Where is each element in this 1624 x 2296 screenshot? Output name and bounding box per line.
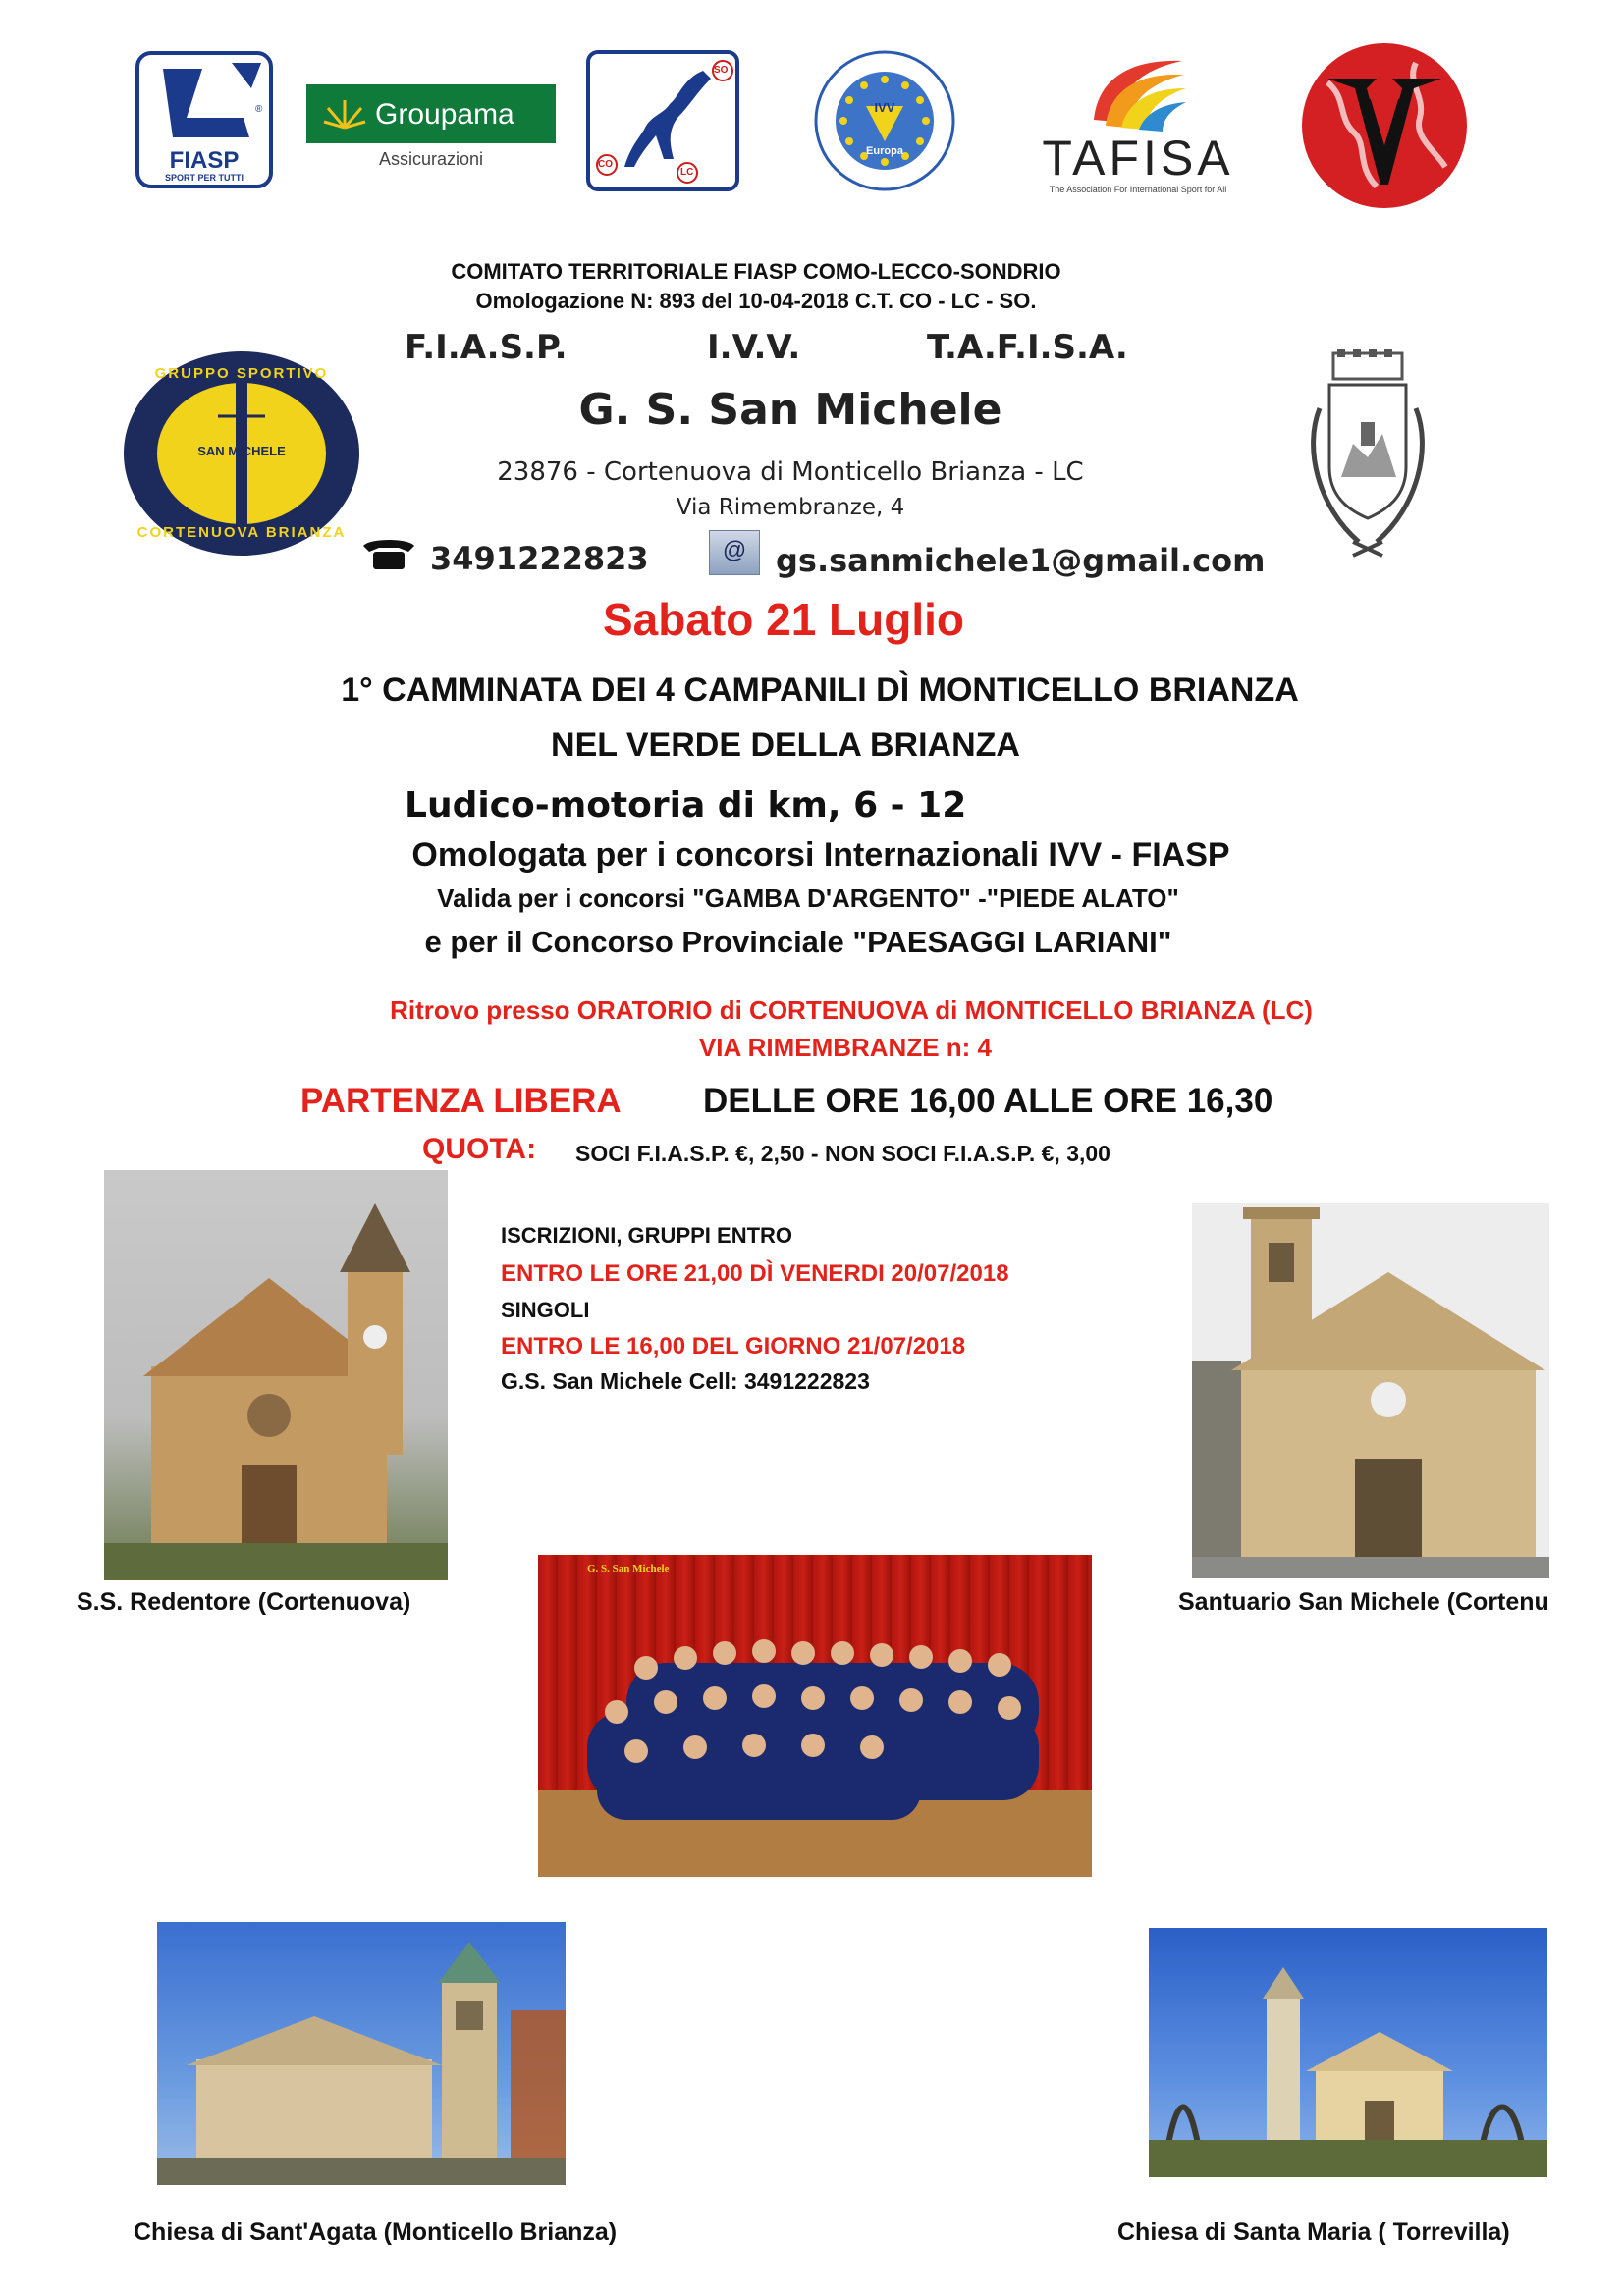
fiasp-logo-subtext: SPORT PER TUTTI [164,173,244,183]
start-label: PARTENZA LIBERA [300,1082,622,1120]
event-title-1: 1° CAMMINATA DEI 4 CAMPANILI DÌ MONTICELLO BRIANZA [341,671,1299,709]
org-fiasp: F.I.A.S.P. [405,328,568,367]
caption-santamaria: Chiesa di Santa Maria ( Torrevilla) [1117,2218,1510,2246]
reg-singles-label: SINGOLI [501,1298,590,1322]
ivv-europa-center: IVV [874,100,895,115]
groupama-name: Groupama [375,98,514,131]
meeting-point-2: VIA RIMEMBRANZE n: 4 [698,1033,993,1062]
caption-santuario: Santuario San Michele (Cortenu [1178,1588,1549,1616]
photo-redentore [104,1170,448,1580]
quota-text: SOCI F.I.A.S.P. €, 2,50 - NON SOCI F.I.A.S.P. €, 3,00 [575,1141,1110,1166]
event-distance: Ludico-motoria di km, 6 - 12 [405,785,967,826]
email-icon: @ [709,530,760,575]
club-email: gs.sanmichele1@gmail.com [776,542,1266,579]
meeting-point-1: Ritrovo presso ORATORIO di CORTENUOVA di MONTICELLO BRIANZA (LC) [390,995,1313,1025]
committee-line-2: Omologazione N: 893 del 10-04-2018 C.T. CO - LC - SO. [475,289,1037,313]
event-valid: Valida per i concorsi "GAMBA D'ARGENTO" -"PIEDE ALATO" [437,883,1179,913]
photo-santuario [1192,1203,1549,1578]
map-label-lc: LC [680,167,694,178]
group-photo-banner: G. S. San Michele [587,1563,670,1575]
reg-singles-deadline: ENTRO LE 16,00 DEL GIORNO 21/07/2018 [501,1333,966,1360]
photo-santamaria [1149,1928,1547,2177]
quota-label: QUOTA: [422,1133,537,1165]
map-label-co: CO [598,159,613,170]
caption-santagata: Chiesa di Sant'Agata (Monticello Brianza) [134,2218,618,2246]
ivv-europa-sub: Europa [866,145,903,157]
map-label-so: SO [714,65,729,76]
reg-groups-deadline: ENTRO LE ORE 21,00 DÌ VENERDI 20/07/2018 [501,1260,1009,1287]
lake-map-logo [585,49,740,192]
groupama-logo [306,84,556,183]
event-date: Sabato 21 Luglio [602,594,965,645]
tafisa-logo [1027,51,1249,196]
tafisa-swoosh-icon [1088,51,1190,132]
start-time: DELLE ORE 16,00 ALLE ORE 16,30 [703,1082,1273,1120]
reg-groups-label: ISCRIZIONI, GRUPPI ENTRO [501,1223,793,1248]
tafisa-name: TAFISA [1042,131,1234,186]
fiasp-logo [134,49,275,190]
club-badge-top: GRUPPO SPORTIVO [154,365,329,382]
event-provincial: e per il Concorso Provinciale "PAESAGGI LARIANI" [424,925,1172,959]
caption-redentore: S.S. Redentore (Cortenuova) [77,1588,411,1616]
reg-contact: G.S. San Michele Cell: 3491222823 [501,1368,870,1394]
committee-line-1: COMITATO TERRITORIALE FIASP COMO-LECCO-SONDRIO [451,259,1061,284]
club-phone: 3491222823 [430,540,649,577]
fiasp-logo-text: FIASP [169,147,240,174]
municipal-crest [1294,349,1441,563]
photo-group [538,1555,1092,1877]
groupama-sub: Assicurazioni [378,149,484,169]
tafisa-sub: The Association For International Sport for All [1049,185,1227,194]
org-tafisa: T.A.F.I.S.A. [927,328,1128,367]
ivv-europa-logo [811,47,958,194]
club-address-2: Via Rimembranze, 4 [676,495,905,520]
registered-mark: ® [255,104,263,115]
club-address-1: 23876 - Cortenuova di Monticello Brianza - LC [497,457,1084,487]
event-homologated: Omologata per i concorsi Internazionali IVV - FIASP [411,836,1230,874]
ivv-world-logo [1298,39,1471,212]
org-ivv: I.V.V. [707,328,801,367]
event-title-2: NEL VERDE DELLA BRIANZA [551,726,1020,764]
groupama-sun-icon [320,94,369,133]
club-badge-logo [120,347,363,560]
phone-icon [359,536,418,571]
club-name: G. S. San Michele [578,385,1002,435]
club-badge-center: SAN MICHELE [197,444,286,458]
club-badge-bottom: CORTENUOVA BRIANZA [136,524,347,541]
photo-santagata [157,1922,566,2185]
